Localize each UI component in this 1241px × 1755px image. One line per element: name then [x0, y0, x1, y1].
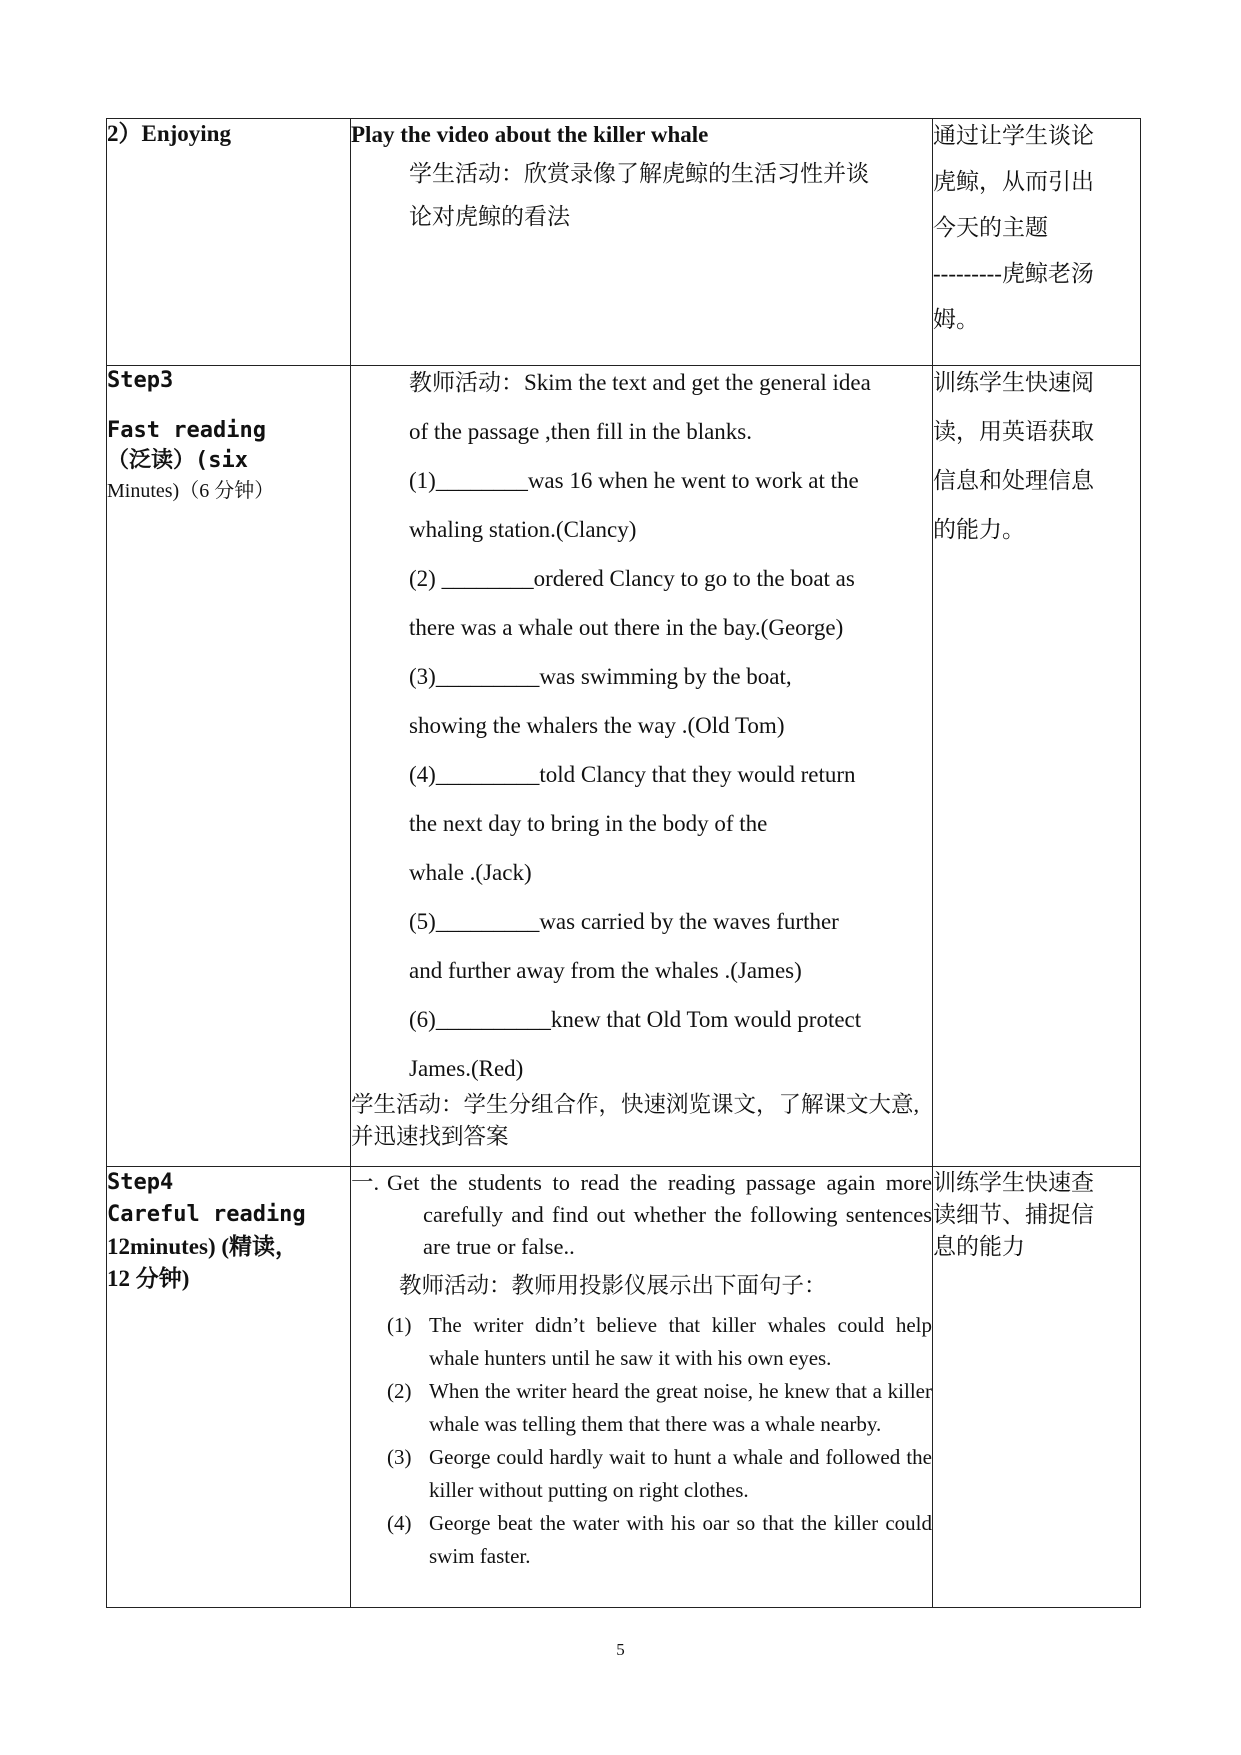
purpose-cell — [933, 1167, 1141, 1608]
purpose-line: 信息和处理信息 — [933, 468, 1094, 493]
statement-number: (2) — [387, 1379, 412, 1403]
activity-title: Play the video about the killer whale — [351, 122, 709, 147]
step-cell — [107, 366, 351, 1167]
step-time: 12minutes) (精读， — [107, 1234, 299, 1259]
step-name: （泛读）(six — [107, 448, 248, 473]
task-number: 一. — [351, 1170, 380, 1195]
step-cell — [107, 119, 351, 366]
task-instruction — [351, 1167, 932, 1263]
step-name: Fast reading — [107, 418, 266, 443]
purpose-line: 训练学生快速阅 — [933, 370, 1094, 395]
step-label: 2）Enjoying — [107, 121, 231, 146]
student-activity-line: 学生活动：欣赏录像了解虎鲸的生活习性并谈 — [409, 161, 869, 186]
purpose-cell — [933, 119, 1141, 366]
statement-text: George could hardly wait to hunt a whale and followed the killer without putting on right clothes. — [429, 1445, 932, 1502]
blank-question: James.(Red) — [409, 1056, 524, 1081]
lesson-plan-table — [106, 118, 1141, 1608]
purpose-line: 训练学生快速查 — [933, 1170, 1094, 1195]
table-row — [107, 366, 1141, 1167]
page-number: 5 — [616, 1640, 625, 1659]
table-row — [107, 1167, 1141, 1608]
activity-cell — [351, 119, 933, 366]
list-item — [351, 1375, 932, 1441]
purpose-line: 今天的主题 — [933, 215, 1048, 240]
blank-question: whaling station.(Clancy) — [409, 517, 637, 542]
blank-question: whale .(Jack) — [409, 860, 532, 885]
step-cell — [107, 1167, 351, 1608]
blank-question: there was a whale out there in the bay.(George) — [409, 615, 844, 640]
blank-question: showing the whalers the way .(Old Tom) — [409, 713, 785, 738]
purpose-line: ---------虎鲸老汤 — [933, 261, 1094, 286]
student-activity: 学生活动：学生分组合作，快速浏览课文，了解课文大意,并迅速找到答案 — [351, 1092, 920, 1149]
activity-cell — [351, 1167, 933, 1608]
blank-question: (1)________was 16 when he went to work at the — [409, 468, 859, 493]
step-time: Minutes)（6 分钟） — [107, 480, 275, 502]
activity-cell — [351, 366, 933, 1167]
statement-number: (1) — [387, 1313, 412, 1337]
purpose-cell — [933, 366, 1141, 1167]
blank-question: (6)__________knew that Old Tom would protect — [409, 1007, 862, 1032]
teacher-activity-line: of the passage ,then fill in the blanks. — [409, 419, 753, 444]
list-item — [351, 1441, 932, 1507]
blank-question: (5)_________was carried by the waves further — [409, 909, 839, 934]
list-item — [351, 1507, 932, 1573]
purpose-line: 读，用英语获取 — [933, 419, 1094, 444]
step-label: Step4 — [107, 1170, 174, 1195]
student-activity-line: 论对虎鲸的看法 — [409, 204, 570, 229]
step-label: Step3 — [107, 368, 174, 393]
table-row — [107, 119, 1141, 366]
blank-question: the next day to bring in the body of the — [409, 811, 768, 836]
purpose-line: 通过让学生谈论 — [933, 123, 1094, 148]
purpose-line: 的能力。 — [933, 517, 1025, 542]
blank-question: (3)_________was swimming by the boat, — [409, 664, 792, 689]
list-item — [351, 1309, 932, 1375]
statement-text: George beat the water with his oar so that the killer could swim faster. — [429, 1511, 932, 1568]
task-text: Get the students to read the reading passage again more carefully and find out whether the following sentences are true or false.. — [387, 1170, 932, 1259]
blank-question: and further away from the whales .(James) — [409, 958, 802, 983]
teacher-activity-line: 教师活动：Skim the text and get the general idea — [409, 370, 871, 395]
blank-question: (4)_________told Clancy that they would return — [409, 762, 856, 787]
purpose-line: 姆。 — [933, 307, 979, 332]
statement-number: (3) — [387, 1445, 412, 1469]
statement-list — [351, 1309, 932, 1573]
purpose-line: 虎鲸，从而引出 — [933, 169, 1094, 194]
teacher-activity: 教师活动：教师用投影仪展示出下面句子： — [399, 1273, 827, 1298]
statement-text: The writer didn’t believe that killer whales could help whale hunters until he saw it with his own eyes. — [429, 1313, 932, 1370]
purpose-line: 读细节、捕捉信 — [933, 1202, 1094, 1227]
statement-number: (4) — [387, 1511, 412, 1535]
step-time: 12 分钟) — [107, 1266, 190, 1291]
step-name: Careful reading — [107, 1202, 306, 1227]
blank-question: (2) ________ordered Clancy to go to the boat as — [409, 566, 855, 591]
purpose-line: 息的能力 — [933, 1234, 1025, 1259]
statement-text: When the writer heard the great noise, he knew that a killer whale was telling them that there was a whale nearby. — [429, 1379, 932, 1436]
